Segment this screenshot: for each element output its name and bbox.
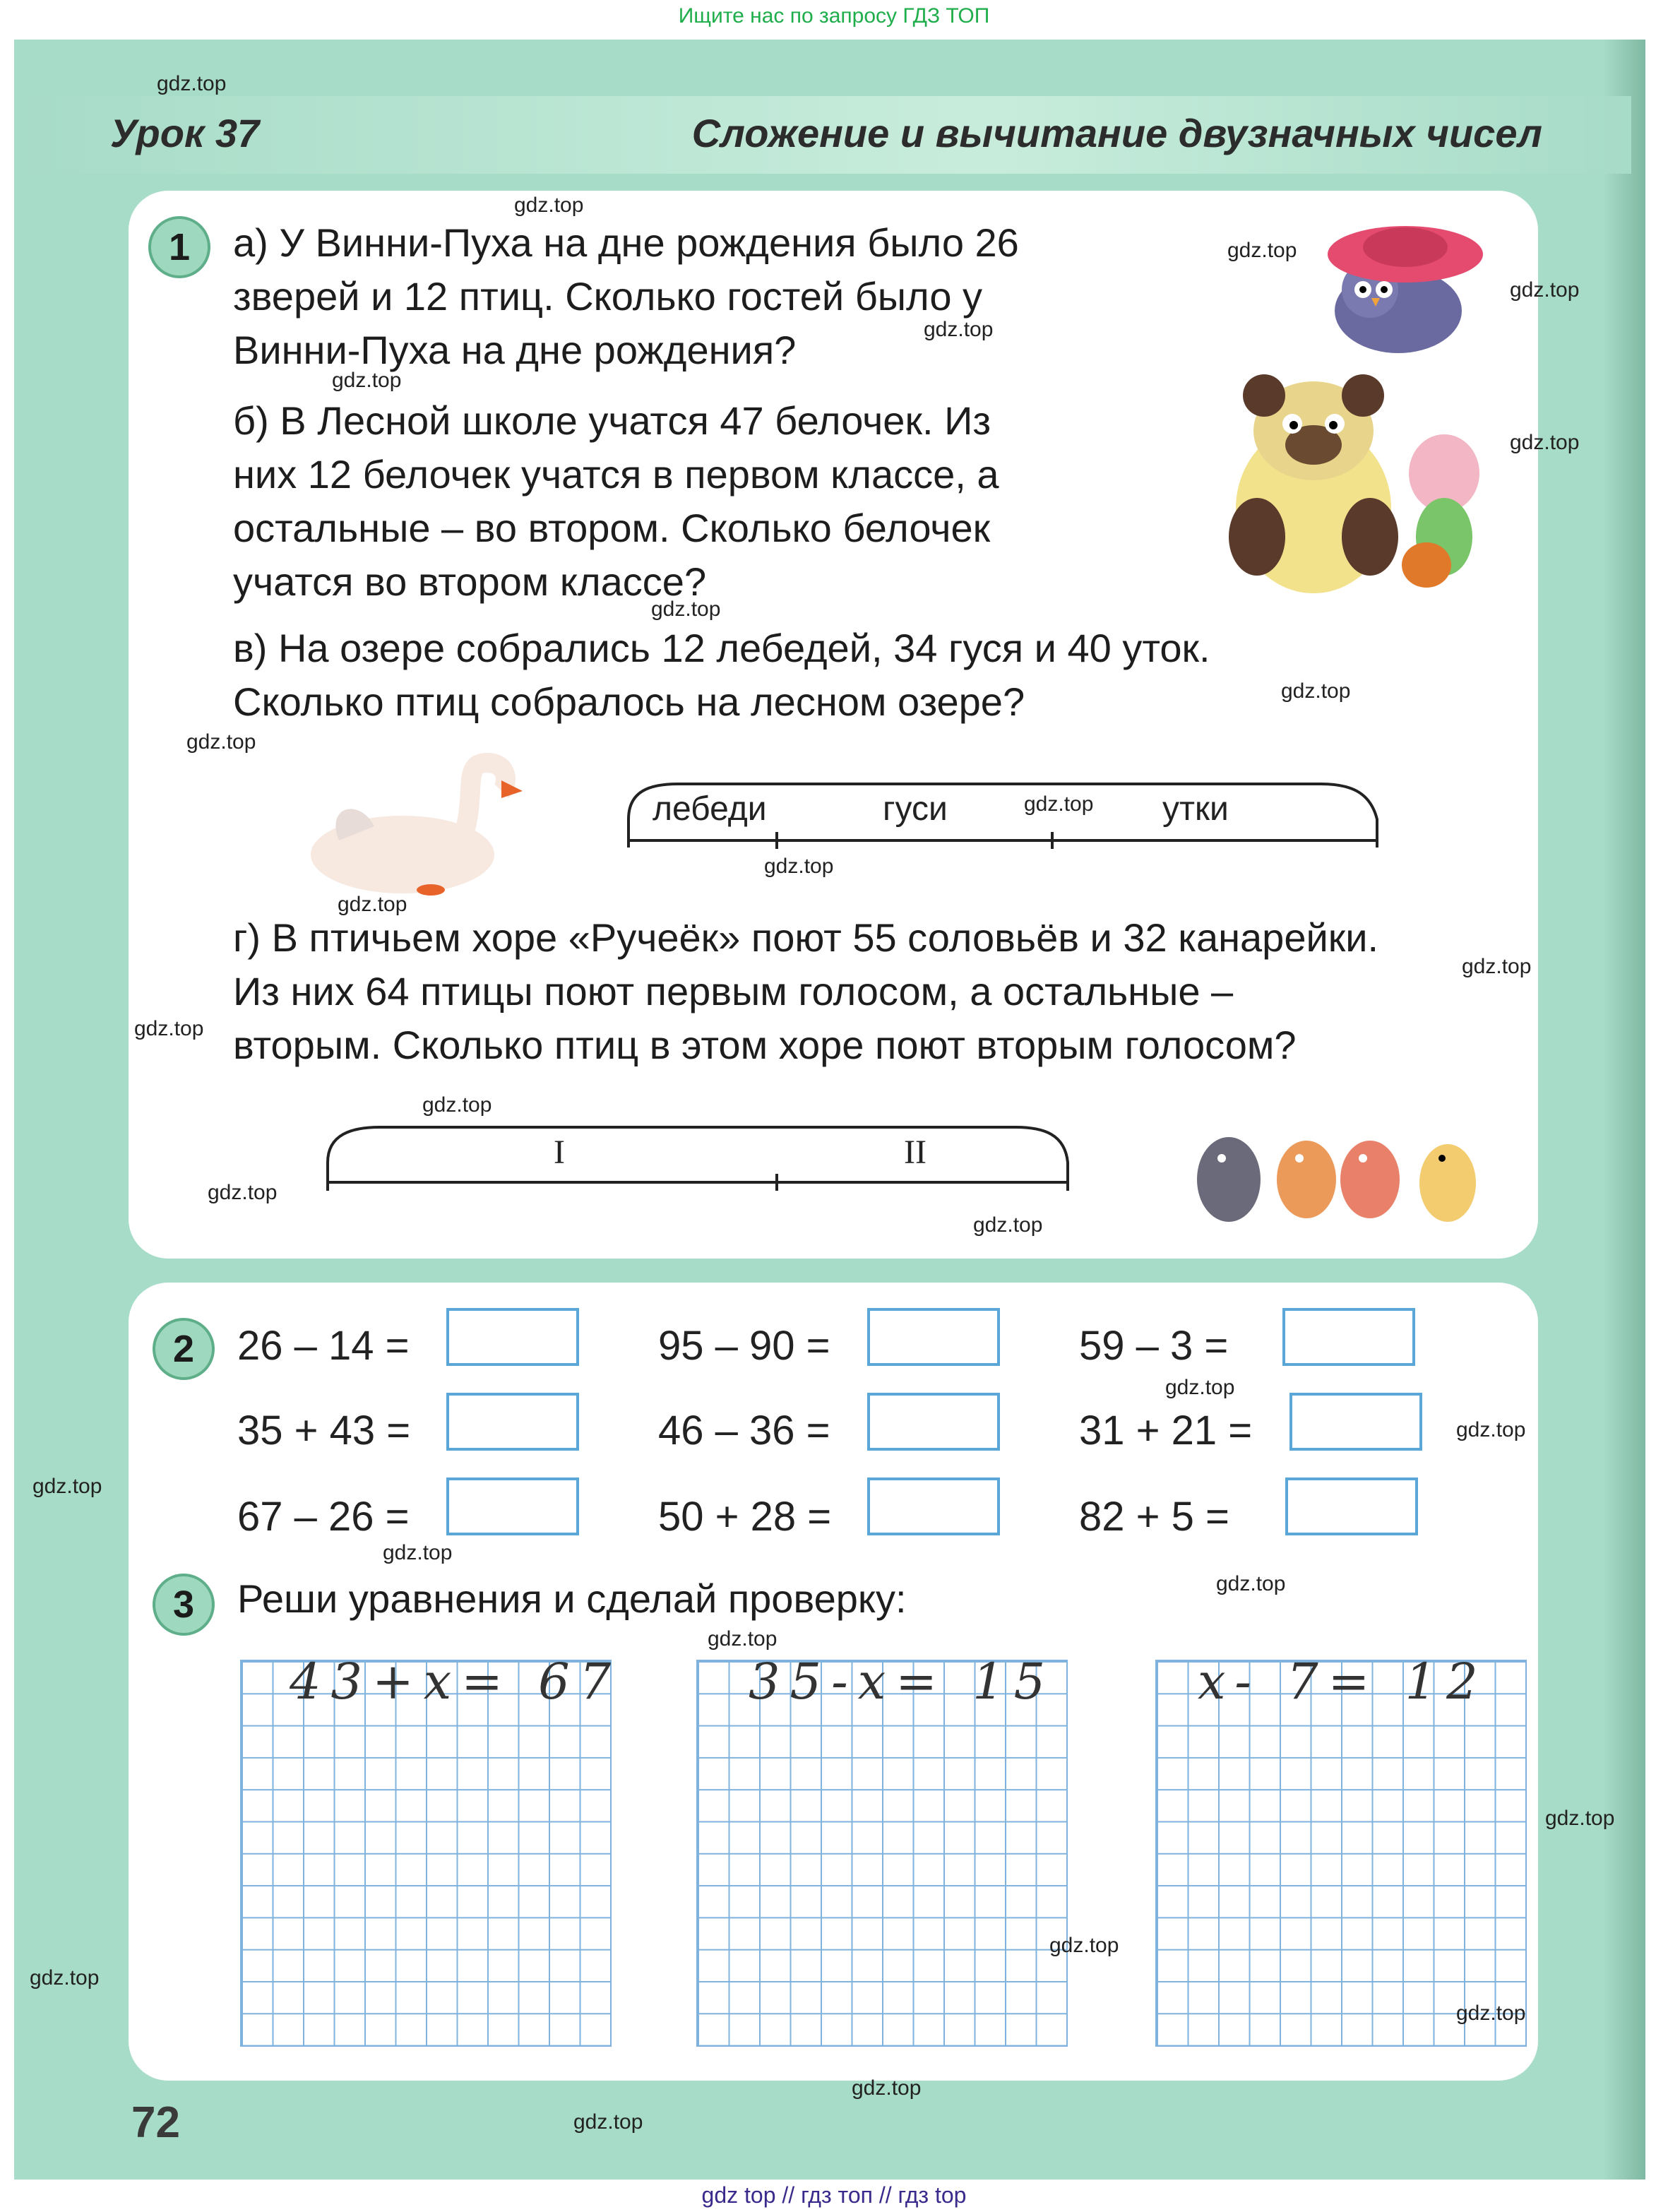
watermark: gdz.top: [157, 72, 227, 95]
watermark: gdz.top: [332, 369, 402, 392]
watermark: gdz.top: [186, 730, 256, 754]
task1-g-line1: г) В птичьем хоре «Ручеёк» поют 55 соловьёв и 32 канарейки.: [233, 915, 1379, 960]
watermark: gdz.top: [924, 318, 994, 341]
watermark: gdz.top: [1165, 1376, 1235, 1399]
choir-birds-illustration: [1186, 1116, 1497, 1229]
equation-3-3: 82 + 5 =: [1079, 1494, 1229, 1540]
bear-and-piglet-illustration: [1215, 367, 1497, 600]
answer-box-3-3[interactable]: [1285, 1477, 1418, 1535]
watermark: gdz.top: [1545, 1807, 1615, 1830]
grid-cells-3[interactable]: [1155, 1660, 1527, 2047]
segment-label-geese: гуси: [883, 790, 948, 828]
answer-box-1-3[interactable]: [1282, 1308, 1415, 1366]
segment-label-first-voice: I: [554, 1134, 565, 1171]
watermark: gdz.top: [1024, 792, 1094, 816]
answer-box-2-1[interactable]: [446, 1393, 579, 1451]
watermark: gdz.top: [1456, 1418, 1526, 1441]
watermark: gdz.top: [1049, 1934, 1119, 1957]
answer-box-1-1[interactable]: [446, 1308, 579, 1366]
equation-2-1: 35 + 43 =: [237, 1408, 411, 1453]
segment-label-ducks: утки: [1162, 790, 1229, 828]
task1-b-line1: б) В Лесной школе учатся 47 белочек. Из: [233, 398, 991, 443]
equation-2-2: 46 – 36 =: [658, 1408, 830, 1453]
handwritten-equation-3: x- 7= 12: [1198, 1653, 1488, 1711]
page-number: 72: [131, 2098, 180, 2147]
handwritten-equation-1: 43+x= 67: [290, 1653, 621, 1711]
answer-box-1-2[interactable]: [867, 1308, 1000, 1366]
answer-box-3-2[interactable]: [867, 1477, 1000, 1535]
page-edge-shadow: [1603, 40, 1645, 2180]
owl-illustration: [1292, 212, 1490, 367]
answer-box-3-1[interactable]: [446, 1477, 579, 1535]
top-banner: Ищите нас по запросу ГДЗ ТОП: [678, 4, 990, 28]
watermark: gdz.top: [573, 2110, 643, 2134]
equation-1-2: 95 – 90 =: [658, 1323, 830, 1369]
task1-b-line3: остальные – во втором. Сколько белочек: [233, 506, 991, 550]
task1-v-line1: в) На озере собрались 12 лебедей, 34 гуся и 40 уток.: [233, 626, 1210, 670]
task1-number: 1: [148, 216, 210, 278]
task1-g-line2: Из них 64 птицы поют первым голосом, а остальные –: [233, 969, 1234, 1013]
watermark: gdz.top: [1216, 1572, 1286, 1595]
task1-g-line3: вторым. Сколько птиц в этом хоре поют вторым голосом?: [233, 1023, 1297, 1067]
watermark: gdz.top: [1510, 278, 1580, 302]
watermark: gdz.top: [1456, 2002, 1526, 2025]
watermark: gdz.top: [973, 1213, 1043, 1237]
task1-b-line2: них 12 белочек учатся в первом классе, а: [233, 452, 999, 496]
task3-number: 3: [153, 1574, 215, 1636]
watermark: gdz.top: [1510, 431, 1580, 454]
watermark: gdz.top: [383, 1541, 453, 1564]
equation-2-3: 31 + 21 =: [1079, 1408, 1253, 1453]
watermark: gdz.top: [422, 1093, 492, 1117]
segment-label-second-voice: II: [904, 1134, 927, 1171]
task1-a-line1: а) У Винни-Пуха на дне рождения было 26: [233, 220, 1019, 265]
watermark: gdz.top: [764, 855, 834, 878]
swan-illustration: [297, 749, 530, 904]
task1-v-line2: Сколько птиц собралось на лесном озере?: [233, 679, 1025, 724]
watermark: gdz.top: [32, 1475, 102, 1498]
task3-instruction: Реши уравнения и сделай проверку:: [237, 1576, 907, 1621]
lesson-label: Урок 37: [110, 111, 260, 155]
watermark: gdz.top: [708, 1627, 778, 1651]
segment-label-swans: лебеди: [653, 790, 767, 828]
watermark: gdz.top: [1462, 955, 1532, 978]
equation-1-3: 59 – 3 =: [1079, 1323, 1229, 1369]
equation-3-2: 50 + 28 =: [658, 1494, 832, 1540]
equation-1-1: 26 – 14 =: [237, 1323, 410, 1369]
lesson-topic: Сложение и вычитание двузначных чисел: [691, 111, 1542, 155]
watermark: gdz.top: [1281, 679, 1351, 703]
handwritten-equation-2: 35-x= 15: [749, 1653, 1056, 1711]
equation-3-1: 67 – 26 =: [237, 1494, 410, 1540]
choir-segment-diagram: [323, 1120, 1072, 1198]
answer-box-2-2[interactable]: [867, 1393, 1000, 1451]
watermark: gdz.top: [514, 194, 584, 217]
watermark: gdz.top: [208, 1181, 278, 1204]
task1-b-line4: учатся во втором классе?: [233, 559, 707, 604]
answer-box-2-3[interactable]: [1289, 1393, 1422, 1451]
watermark: gdz.top: [1227, 239, 1297, 262]
task2-number: 2: [153, 1318, 215, 1380]
task1-a-line3: Винни-Пуха на дне рождения?: [233, 328, 797, 372]
watermark: gdz.top: [338, 893, 407, 916]
watermark: gdz.top: [852, 2076, 922, 2100]
watermark: gdz.top: [30, 1966, 100, 1990]
grid-cells-2[interactable]: [696, 1660, 1068, 2047]
watermark: gdz.top: [134, 1017, 204, 1040]
task1-a-line2: зверей и 12 птиц. Сколько гостей было у: [233, 274, 983, 319]
watermark: gdz.top: [651, 597, 721, 621]
grid-cells-1[interactable]: [240, 1660, 612, 2047]
footer-links[interactable]: gdz top // гдз топ // гдз top: [701, 2182, 967, 2208]
